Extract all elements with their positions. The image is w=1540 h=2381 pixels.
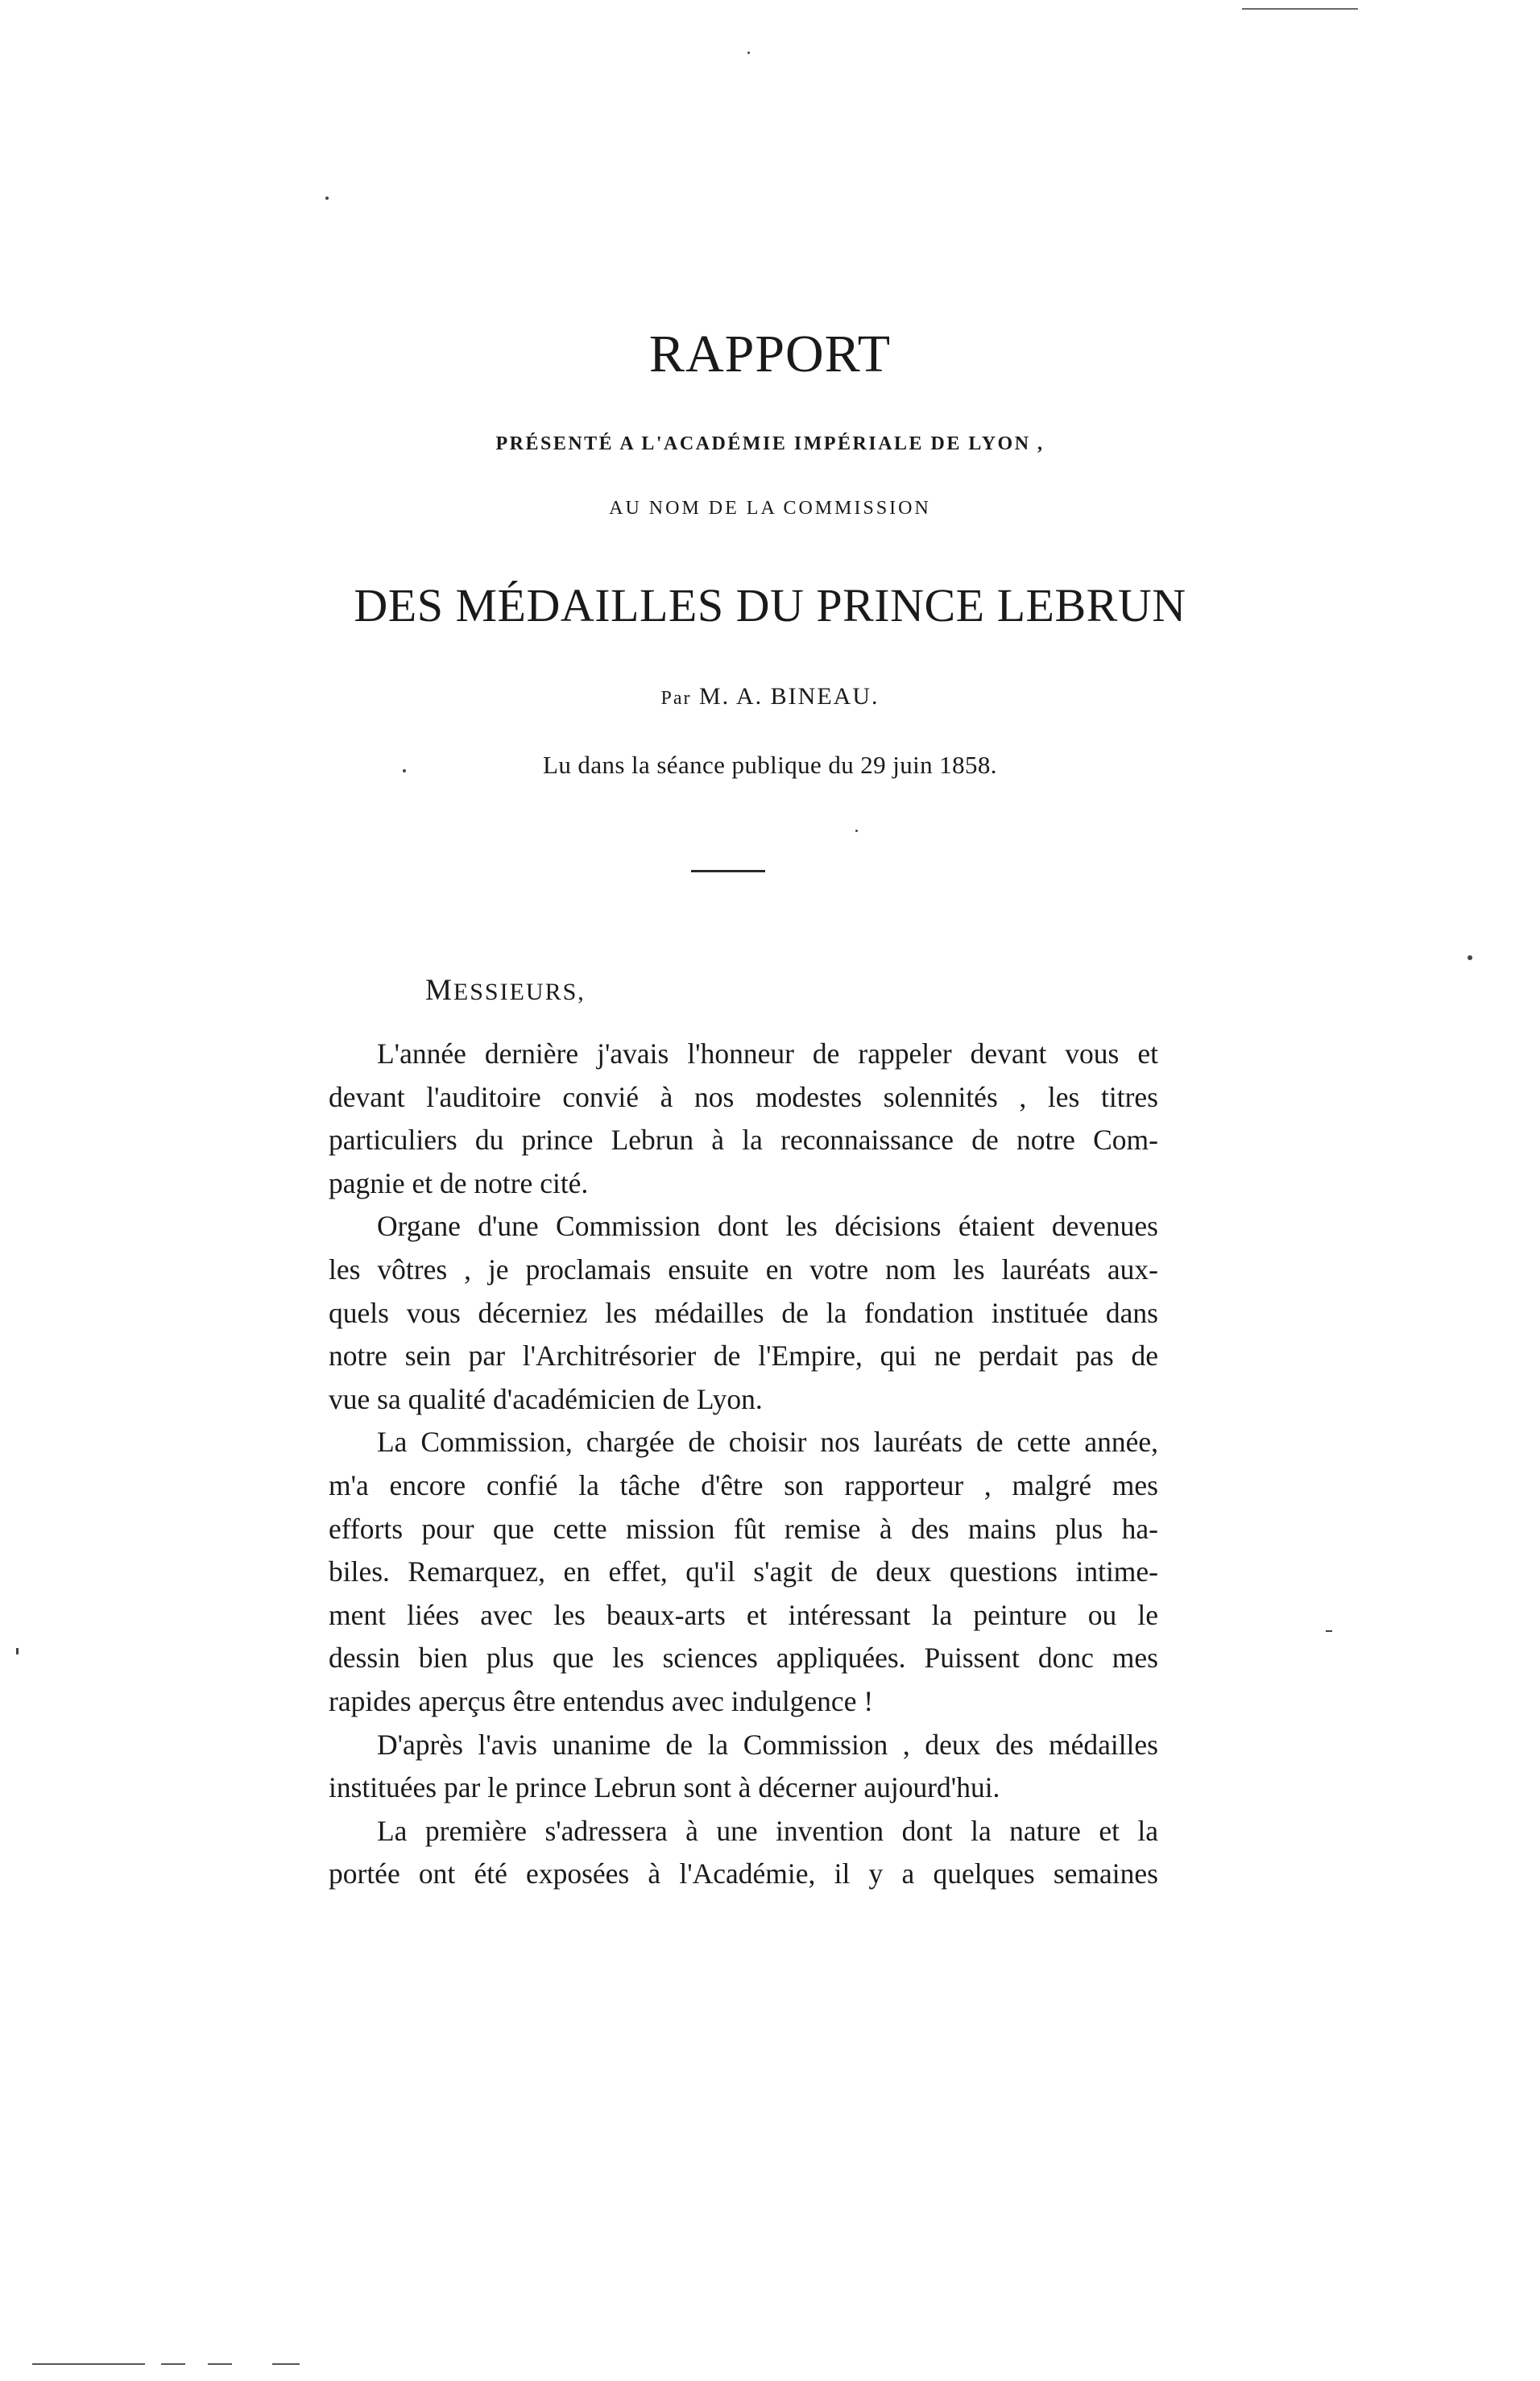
scan-bottom-rule bbox=[272, 2363, 300, 2365]
body-text bbox=[329, 1033, 1158, 1896]
commission-line: AU NOM DE LA COMMISSION bbox=[609, 498, 931, 519]
presented-line: PRÉSENTÉ A L'ACADÉMIE IMPÉRIALE DE LYON , bbox=[495, 433, 1045, 454]
salutation-rest: ESSIEURS, bbox=[453, 979, 586, 1005]
body-line: portée ont été exposées à l'Académie, il y a quelques semaines bbox=[329, 1857, 1158, 1890]
salutation-initial: M bbox=[425, 974, 453, 1007]
body-line: La première s'adressera à une invention dont la nature et la bbox=[377, 1814, 1158, 1847]
body-line: notre sein par l'Architrésorier de l'Empire, qui ne perdait pas de bbox=[329, 1340, 1158, 1373]
body-line: m'a encore confié la tâche d'être son rapporteur , malgré mes bbox=[329, 1468, 1158, 1501]
body-line: vue sa qualité d'académicien de Lyon. bbox=[329, 1382, 763, 1415]
scan-bottom-rule bbox=[161, 2363, 185, 2365]
scan-bottom-rule bbox=[32, 2363, 145, 2365]
body-line: quels vous décerniez les médailles de la fondation instituée dans bbox=[329, 1296, 1158, 1329]
body-line: D'après l'avis unanime de la Commission , deux des médailles bbox=[377, 1728, 1158, 1761]
scan-speck bbox=[855, 830, 858, 832]
body-line: L'année dernière j'avais l'honneur de rappeler devant vous et bbox=[377, 1037, 1158, 1070]
scan-speck bbox=[1326, 1630, 1332, 1632]
author-par: Par bbox=[660, 688, 692, 709]
body-line: devant l'auditoire convié à nos modestes solennités , les titres bbox=[329, 1080, 1158, 1113]
session-date-line: Lu dans la séance publique du 29 juin 1858. bbox=[543, 751, 997, 779]
author-line bbox=[0, 683, 1540, 710]
section-divider bbox=[691, 870, 765, 872]
scan-corner-rule bbox=[1242, 8, 1358, 10]
scan-bottom-rule bbox=[208, 2363, 232, 2365]
body-line: les vôtres , je proclamais ensuite en votre nom les lauréats aux- bbox=[329, 1253, 1158, 1286]
scan-speck bbox=[1468, 955, 1472, 960]
body-line: rapides aperçus être entendus avec indulgence ! bbox=[329, 1684, 874, 1717]
body-line: efforts pour que cette mission fût remise à des mains plus ha- bbox=[329, 1512, 1158, 1545]
author-name: M. A. BINEAU. bbox=[698, 683, 880, 710]
body-line: pagnie et de notre cité. bbox=[329, 1166, 589, 1199]
salutation bbox=[425, 973, 586, 1008]
body-line: dessin bien plus que les sciences appliquées. Puissent donc mes bbox=[329, 1642, 1158, 1675]
body-line: Organe d'une Commission dont les décisions étaient devenues bbox=[377, 1210, 1158, 1243]
scan-speck bbox=[16, 1648, 19, 1654]
body-line: La Commission, chargée de choisir nos lauréats de cette année, bbox=[377, 1426, 1158, 1459]
body-line: particuliers du prince Lebrun à la reconnaissance de notre Com- bbox=[329, 1124, 1158, 1157]
body-line: biles. Remarquez, en effet, qu'il s'agit de deux questions intime- bbox=[329, 1555, 1158, 1588]
scan-speck bbox=[747, 52, 750, 54]
report-title: RAPPORT bbox=[648, 325, 892, 383]
body-line: ment liées avec les beaux-arts et intéressant la peinture ou le bbox=[329, 1598, 1158, 1631]
scan-speck bbox=[403, 769, 406, 772]
report-subtitle: DES MÉDAILLES DU PRINCE LEBRUN bbox=[354, 579, 1186, 631]
scan-speck bbox=[325, 197, 329, 200]
body-line: instituées par le prince Lebrun sont à décerner aujourd'hui. bbox=[329, 1771, 1000, 1804]
